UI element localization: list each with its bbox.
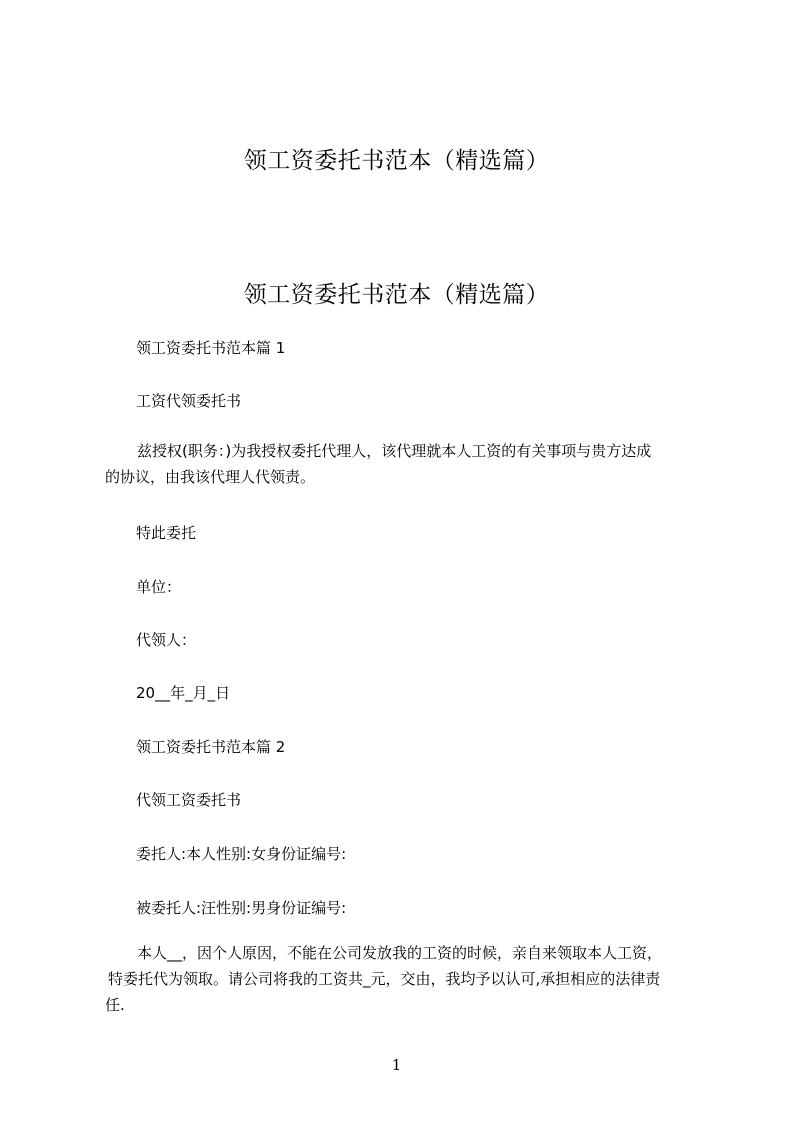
unit-field: 单位： (136, 578, 182, 596)
document-header-title: 领工资委托书范本（精选篇） (243, 148, 550, 174)
letter-title-2: 代领工资委托书 (136, 791, 242, 809)
document-title: 领工资委托书范本（精选篇） (243, 282, 550, 308)
principal-field: 委托人:本人性别:女身份证编号: (136, 845, 347, 863)
section-heading-1: 领工资委托书范本篇 1 (136, 339, 286, 357)
date-field: 20__年_月_日 (136, 684, 231, 702)
paragraph-line: 特委托代为领取。请公司将我的工资共_元，交由，我均予以认可,承担相应的法律责 (108, 970, 661, 988)
paragraph-line: 任. (105, 996, 125, 1014)
special-entrust-line: 特此委托 (136, 524, 197, 542)
trustee-field: 被委托人:汪性别:男身份证编号: (136, 899, 347, 917)
paragraph-line: 本人__，因个人原因，不能在公司发放我的工资的时候，亲自来领取本人工资， (137, 944, 663, 962)
entrust-paragraph (105, 940, 705, 1018)
page-number: 1 (391, 1056, 402, 1074)
paragraph-line: 的协议，由我该代理人代领责。 (105, 468, 316, 486)
agent-field: 代领人： (136, 631, 197, 649)
section-heading-2: 领工资委托书范本篇 2 (136, 738, 286, 756)
letter-title-1: 工资代领委托书 (136, 392, 242, 410)
authorization-paragraph (105, 438, 705, 490)
paragraph-line: 兹授权(职务：)为我授权委托代理人，该代理就本人工资的有关事项与贵方达成 (137, 442, 652, 460)
